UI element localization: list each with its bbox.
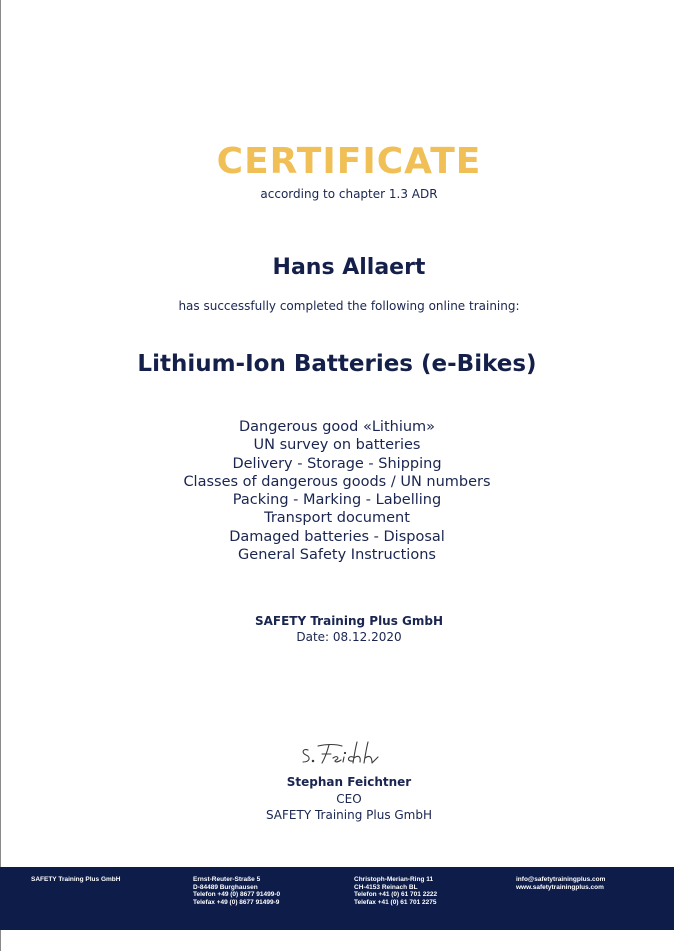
topic-item: General Safety Instructions	[238, 547, 436, 564]
signatory-role: CEO	[336, 792, 362, 806]
footer-contact-column	[516, 876, 605, 891]
footer-phone: Telefon +49 (0) 8677 91499-0	[193, 891, 281, 898]
certificate-title: CERTIFICATE	[216, 141, 482, 182]
topic-item: UN survey on batteries	[253, 437, 421, 454]
footer-company-column	[31, 876, 120, 884]
topic-item: Classes of dangerous goods / UN numbers	[183, 473, 491, 490]
footer-germany-address	[193, 876, 280, 906]
footer-website[interactable]: www.safetytrainingplus.com	[516, 883, 604, 891]
signatory-name: Stephan Feichtner	[286, 775, 412, 789]
footer-bar	[0, 867, 674, 930]
footer-phone: Telefon +41 (0) 61 701 2222	[354, 891, 438, 898]
recipient-name: Hans Allaert	[272, 255, 426, 280]
footer-city: CH-4153 Reinach BL	[354, 883, 418, 891]
certificate-subtitle: according to chapter 1.3 ADR	[260, 187, 438, 201]
footer-city: D-84489 Burghausen	[193, 883, 258, 891]
footer-street: Christoph-Merian-Ring 11	[354, 876, 434, 883]
footer-email[interactable]: info@safetytrainingplus.com	[516, 876, 606, 883]
topic-item: Damaged batteries - Disposal	[229, 528, 445, 545]
footer-switzerland-address	[354, 876, 437, 906]
issue-date: Date: 08.12.2020	[296, 630, 402, 644]
topic-item: Delivery - Storage - Shipping	[232, 455, 442, 472]
topic-list	[0, 418, 674, 564]
issuer-company: SAFETY Training Plus GmbH	[254, 614, 444, 628]
topic-item: Packing - Marking - Labelling	[232, 492, 442, 509]
course-title: Lithium-Ion Batteries (e-Bikes)	[137, 351, 537, 377]
footer-company-name: SAFETY Training Plus GmbH	[31, 876, 121, 883]
footer-fax: Telefax +49 (0) 8677 91499-9	[193, 898, 280, 906]
footer-fax: Telefax +41 (0) 61 701 2275	[354, 898, 437, 906]
handwritten-signature	[296, 736, 396, 772]
footer-street: Ernst-Reuter-Straße 5	[193, 876, 261, 883]
completion-text: has successfully completed the following online training:	[178, 299, 520, 313]
topic-item: Transport document	[264, 510, 410, 527]
signatory-company: SAFETY Training Plus GmbH	[265, 808, 433, 822]
topic-item: Dangerous good «Lithium»	[238, 419, 436, 435]
